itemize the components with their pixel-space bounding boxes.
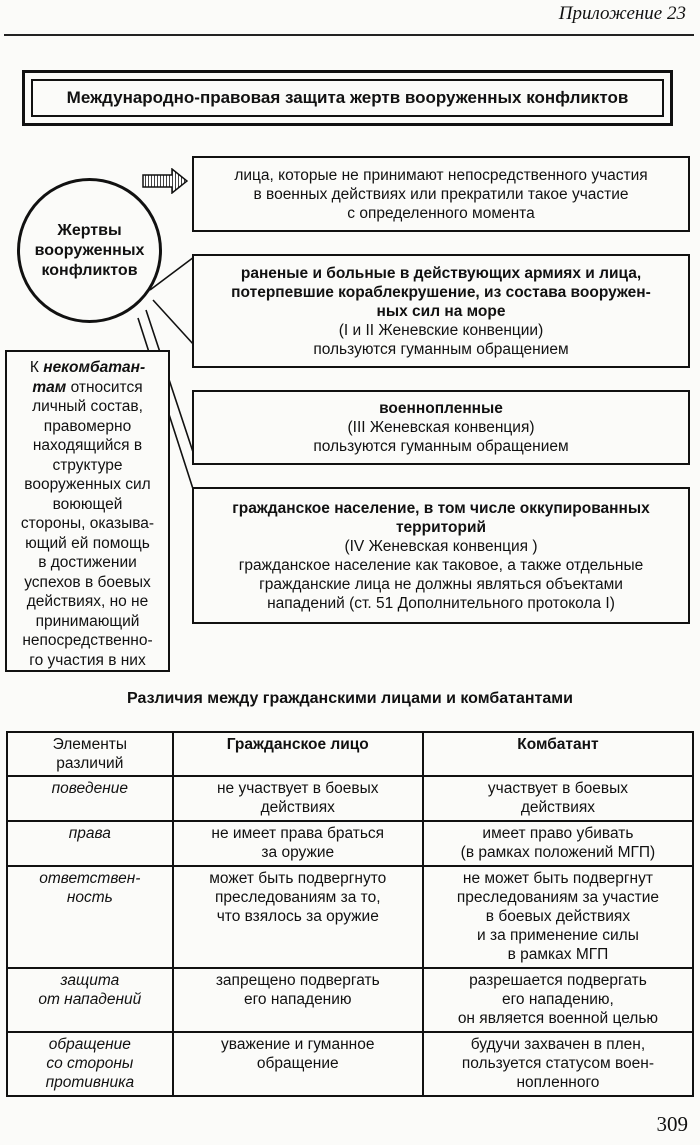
noncombatant-term: некомбатан- xyxy=(43,359,146,376)
noncombatant-term: там xyxy=(32,378,67,396)
header-civilian: Гражданское лицо xyxy=(173,732,423,776)
category-line: пользуются гуманным обращением xyxy=(313,438,569,455)
noncombatant-line: непосредственно- xyxy=(22,632,153,649)
cell-line: защита xyxy=(60,972,120,989)
cell-line: в рамках МГП xyxy=(507,946,609,963)
cell-civilian xyxy=(173,1032,423,1096)
noncombatant-line: вооруженных сил xyxy=(24,476,151,493)
cell-line: не имеет права браться xyxy=(211,825,385,842)
noncombatant-text: относится xyxy=(66,378,143,396)
cell-line: обращение xyxy=(48,1036,131,1053)
table-row xyxy=(7,866,693,968)
hatched-arrow-icon xyxy=(142,168,188,194)
noncombatant-line: успехов в боевых xyxy=(24,573,151,591)
category-line: с определенного момента xyxy=(347,204,535,222)
cell-line: со стороны xyxy=(46,1055,134,1072)
table-header-row xyxy=(7,732,693,776)
category-line: в военных действиях или прекратили такое участие xyxy=(253,185,629,203)
cell-combatant xyxy=(423,821,693,866)
category-line: лица, которые не принимают непосредственного участия xyxy=(234,166,648,184)
cell-combatant xyxy=(423,968,693,1032)
cell-line: он является военной целью xyxy=(457,1010,659,1027)
category-heading-line: потерпевшие кораблекрушение, из состава вооружен- xyxy=(231,283,651,301)
header-combatant: Комбатант xyxy=(423,732,693,776)
victims-circle xyxy=(17,178,162,323)
noncombatant-line: в достижении xyxy=(38,554,137,571)
noncombatant-line: го участия в них xyxy=(29,651,146,669)
category-box-wounded-sick xyxy=(192,254,690,368)
table-row xyxy=(7,1032,693,1096)
category-heading-line: гражданское население, в том числе оккупированных xyxy=(232,499,650,517)
category-line: (I и II Женевские конвенции) xyxy=(338,321,544,339)
cell-line: в боевых действиях xyxy=(485,908,631,925)
cell-civilian xyxy=(173,968,423,1032)
cell-line: будучи захвачен в плен, xyxy=(470,1036,646,1053)
cell-line: права xyxy=(68,825,111,842)
cell-line: уважение и гуманное xyxy=(221,1036,375,1053)
cell-line: его нападению, xyxy=(502,991,614,1008)
noncombatant-line: личный состав, xyxy=(32,398,143,415)
table-row xyxy=(7,821,693,866)
category-heading-line: территорий xyxy=(395,518,487,536)
cell-line: преследованиям за то, xyxy=(215,889,381,906)
cell-combatant xyxy=(423,866,693,968)
cell-line: обращение xyxy=(256,1055,339,1072)
noncombatant-definition-box xyxy=(5,350,170,672)
cell-element xyxy=(7,968,173,1032)
cell-line: ность xyxy=(66,889,113,906)
cell-combatant xyxy=(423,776,693,821)
cell-line: и за применение силы xyxy=(477,927,639,944)
cell-line: (в рамках положений МГП) xyxy=(460,844,656,861)
category-heading-line: раненые и больные в действующих армиях и лица, xyxy=(240,264,642,282)
cell-civilian xyxy=(173,866,423,968)
noncombatant-description xyxy=(11,397,164,670)
category-line: гражданское население как таковое, а также отдельные xyxy=(238,556,644,574)
cell-civilian xyxy=(173,821,423,866)
cell-line: действиях xyxy=(260,799,335,816)
category-box-noncombat-persons xyxy=(192,156,690,232)
cell-element xyxy=(7,1032,173,1096)
cell-civilian xyxy=(173,776,423,821)
header-elements: Элементы различий xyxy=(7,732,173,776)
victims-label: Жертвы вооруженных конфликтов xyxy=(34,221,145,279)
cell-line: не может быть подвергнут xyxy=(462,870,653,887)
noncombatant-line: действиях, но не xyxy=(26,593,149,610)
appendix-label: Приложение 23 xyxy=(558,3,686,24)
cell-element xyxy=(7,821,173,866)
cell-line: ответствен- xyxy=(39,870,141,887)
page-number: 309 xyxy=(656,1112,688,1136)
category-line: (III Женевская конвенция) xyxy=(347,419,535,436)
cell-line: что взялось за оружие xyxy=(216,908,379,925)
category-line: нападений (ст. 51 Дополнительного протокола I) xyxy=(267,594,615,612)
cell-element xyxy=(7,866,173,968)
noncombatant-line: воюющей xyxy=(52,495,123,513)
noncombatant-line: структуре xyxy=(52,456,123,474)
noncombatant-first-line xyxy=(11,358,164,378)
table-row xyxy=(7,968,693,1032)
cell-line: имеет право убивать xyxy=(482,825,634,842)
noncombatant-line: правомерно xyxy=(43,417,132,435)
category-heading-line: ных сил на море xyxy=(376,302,506,320)
cell-line: от нападений xyxy=(38,991,142,1008)
cell-line: запрещено подвергать xyxy=(215,972,380,989)
cell-line: его нападению xyxy=(243,991,352,1008)
page-title: Международно-правовая защита жертв вооруженных конфликтов xyxy=(31,79,664,117)
category-line: пользуются гуманным обращением xyxy=(313,340,569,358)
cell-line: пользуется статусом воен- xyxy=(461,1055,654,1072)
cell-line: нопленного xyxy=(516,1074,600,1091)
cell-line: участвует в боевых xyxy=(487,780,628,797)
cell-element xyxy=(7,776,173,821)
noncombatant-prefix: К xyxy=(29,359,44,376)
cell-line: за оружие xyxy=(261,844,335,861)
noncombatant-line: ющий ей помощь xyxy=(25,534,150,552)
cell-line: действиях xyxy=(520,799,596,816)
category-line: (IV Женевская конвенция ) xyxy=(344,537,538,555)
noncombatant-second-line xyxy=(11,378,164,398)
cell-line: не участвует в боевых xyxy=(216,780,379,797)
noncombatant-line: находящийся в xyxy=(32,437,143,454)
cell-line: преследованиям за участие xyxy=(456,889,660,906)
cell-combatant xyxy=(423,1032,693,1096)
cell-line: разрешается подвергать xyxy=(469,972,647,989)
connector-to-box2b xyxy=(153,300,194,345)
category-box-civilians xyxy=(192,487,690,624)
noncombatant-line: принимающий xyxy=(35,612,140,630)
table-row xyxy=(7,776,693,821)
category-box-pow xyxy=(192,390,690,465)
noncombatant-line: стороны, оказыва- xyxy=(20,515,155,532)
cell-line: противника xyxy=(45,1074,135,1091)
category-heading-line: военнопленные xyxy=(379,400,503,417)
table-caption: Различия между гражданскими лицами и комбатантами xyxy=(127,690,573,707)
cell-line: может быть подвергнуто xyxy=(209,870,387,887)
category-line: гражданские лица не должны являться объектами xyxy=(259,575,623,593)
differences-table xyxy=(6,731,694,1097)
cell-line: поведение xyxy=(51,780,128,797)
